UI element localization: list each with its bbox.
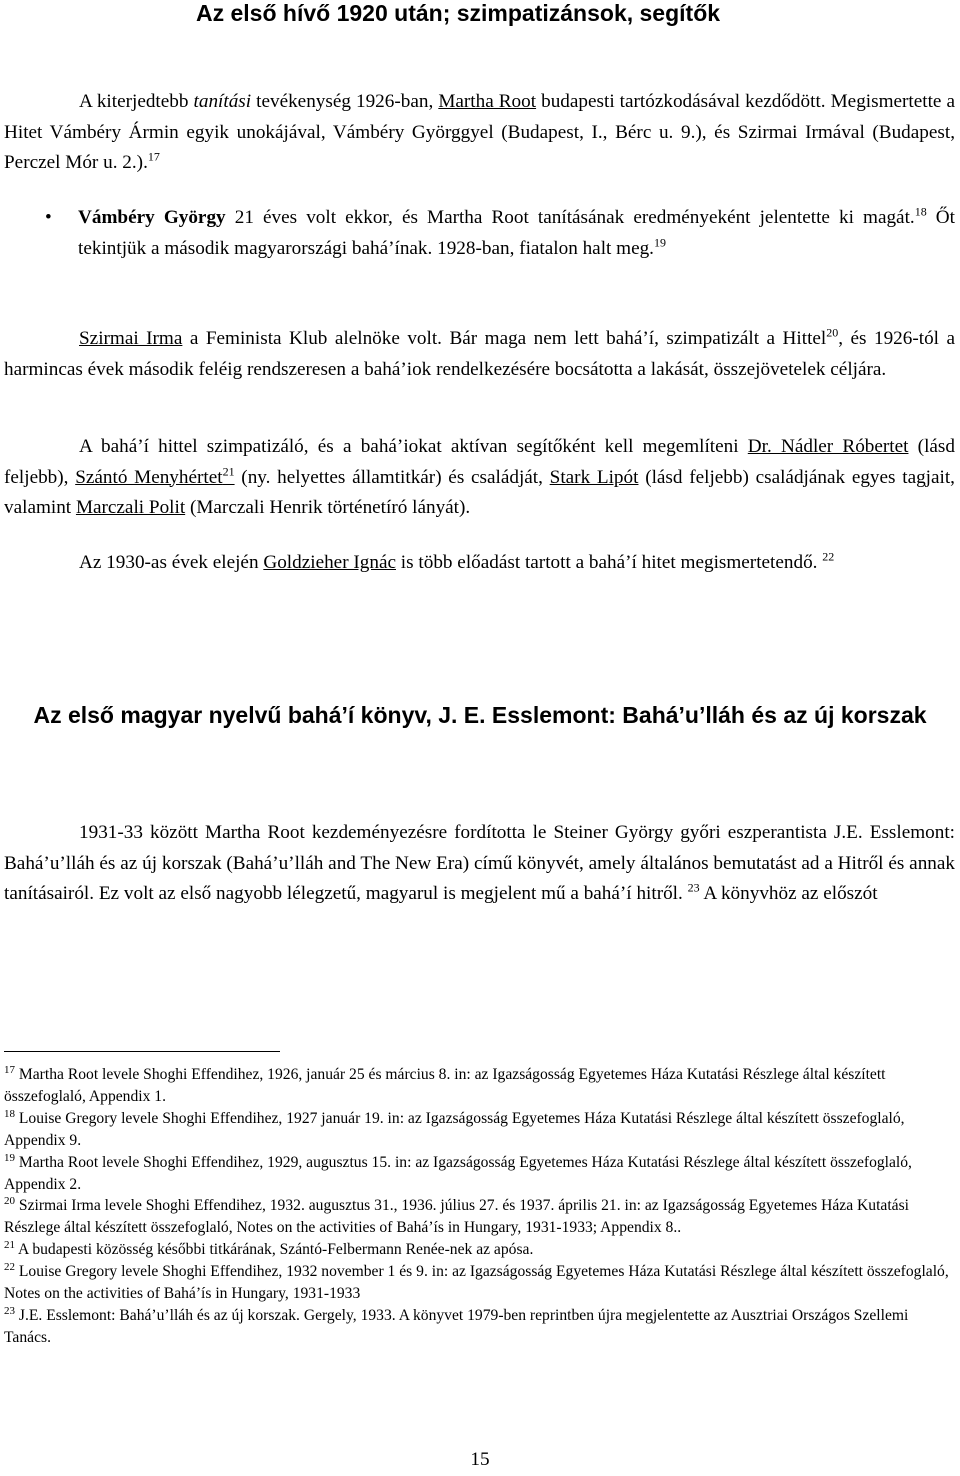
paragraph-goldzieher: Az 1930-as évek elején Goldzieher Ignác is több előadást tartott a bahá’í hitet megismertetendő. $^{22}$ <box>79 549 835 573</box>
page-number: 15 <box>470 1449 490 1470</box>
section-heading-first-book: Az első magyar nyelvű bahá’í könyv, J. E. Esslemont: Bahá’u’lláh és az új korszak <box>33 702 927 728</box>
footnote-separator <box>4 1051 280 1052</box>
footnote-ref-20[interactable]: 20 <box>826 325 839 340</box>
footnote-ref-22[interactable]: 22 <box>822 549 835 564</box>
link-szanto-menyhert[interactable]: Szántó Menyhértet$^{21}$ <box>75 464 235 488</box>
footnote-ref-18[interactable]: 18 <box>914 204 927 219</box>
name-vambery-gyorgy: Vámbéry György <box>78 207 226 228</box>
link-martha-root[interactable]: Martha Root <box>438 91 537 112</box>
paragraph-szirmai-irma: Szirmai Irma a Feminista Klub alelnöke volt. Bár maga nem lett bahá’í, szimpatizált a Hittel$^{20}$, és 1926-tól a harmincas évek második feléig rendszeresen a bahá’iok rendelkezésére bocsátotta a lakását, összejövetelek céljára. <box>4 325 955 380</box>
paragraph-sympathizers: A bahá’í hittel szimpatizáló, és a bahá’iokat aktívan segítőként kell megemlíteni Dr. Nádler Róbertet (lásd feljebb), Szántó Menyhértet$^{21}$ (ny. helyettes államtitkár) és családját, Stark Lipót (lásd feljebb) családjának egyes tagjait, valamint Marczali Polit (Marczali Henrik történetíró lányát). <box>4 436 955 518</box>
link-nadler-robert[interactable]: Dr. Nádler Róbertet <box>747 436 909 457</box>
link-goldzieher-ignac[interactable]: Goldzieher Ignác <box>263 552 396 573</box>
footnote-21: $^{21}$ A budapesti közösség későbbi titkárának, Szántó-Felbermann Renée-nek az apósa. <box>4 1239 534 1259</box>
footnote-ref-19[interactable]: 19 <box>653 235 666 250</box>
emphasis-tanitasi: tanítási <box>193 91 252 112</box>
bullet-item-vambery: Vámbéry György 21 éves volt ekkor, és Martha Root tanításának eredményeként jelentette ki magát.$^{18}$ Őt tekintjük a második magyarországi bahá’ínak. 1928-ban, fiatalon halt meg.$^{19}$ <box>78 204 955 259</box>
footnote-19: $^{19}$ Martha Root levele Shoghi Effendihez, 1929, augusztus 15. in: az Igazságosság Egyetemes Háza Kutatási Részlege által készített összefoglaló, Appendix 2. <box>4 1151 912 1193</box>
footnote-22: $^{22}$ Louise Gregory levele Shoghi Effendihez, 1932 november 1 és 9. in: az Igazságosság Egyetemes Háza Kutatási Részlege által készített összefoglaló, Notes on the activities of Bahá’ís in Hungary, 1931-1933 <box>4 1260 949 1303</box>
footnotes-list <box>4 1064 955 1349</box>
link-stark-lipot[interactable]: Stark Lipót <box>549 466 639 488</box>
bullet-point-icon: • <box>45 207 52 228</box>
footnote-20: $^{20}$ Szirmai Irma levele Shoghi Effendihez, 1932. augusztus 31., 1936. július 27. és 1937. április 21. in: az Igazságosság Egyetemes Háza Kutatási Részlege által készített összefoglaló, Notes on the activities of Bahá’ís in Hungary, 1931-1933; Appendix 8.. <box>4 1195 909 1237</box>
link-szirmai-irma[interactable]: Szirmai Irma <box>79 328 183 349</box>
paragraph-esslemont-book: 1931-33 között Martha Root kezdeményezésre fordította le Steiner György győri eszperantista J.E. Esslemont: Bahá’u’lláh és az új korszak (Bahá’u’lláh and The New Era) című könyvét, amely általános bemutatást ad a Hitről és annak tanításairól. Ez volt az első nagyobb lélegzetű, magyarul is megjelent mű a bahá’í hitről. $^{23}$ A könyvhöz az előszót <box>4 822 955 904</box>
link-marczali-polit[interactable]: Marczali Polit <box>75 497 186 518</box>
footnote-ref-17[interactable]: 17 <box>147 149 160 164</box>
footnote-ref-21[interactable]: 21 <box>222 464 235 479</box>
footnote-23: $^{23}$ J.E. Esslemont: Bahá’u’lláh és az új korszak. Gergely, 1933. A könyvet 1979-ben reprintben újra megjelentette az Ausztriai Országos Szellemi Tanács. <box>4 1304 909 1346</box>
paragraph-teaching-activity: A kiterjedtebb tanítási tevékenység 1926-ban, Martha Root budapesti tartózkodásával kezdődött. Megismertette a Hitet Vámbéry Ármin egyik unokájával, Vámbéry Györggyel (Budapest, I., Bérc u. 9.), és Szirmai Irmával (Budapest, Perczel Mór u. 2.).$^{17}$ <box>4 91 955 173</box>
footnote-ref-23[interactable]: 23 <box>687 880 700 895</box>
footnote-17: $^{17}$ Martha Root levele Shoghi Effendihez, 1926, január 25 és március 8. in: az Igazságosság Egyetemes Háza Kutatási Részlege által készített összefoglaló, Appendix 1. <box>4 1063 886 1105</box>
section-heading-first-believer: Az első hívő 1920 után; szimpatizánsok, segítők <box>196 0 721 26</box>
footnote-18: $^{18}$ Louise Gregory levele Shoghi Effendihez, 1927 január 19. in: az Igazságosság Egyetemes Háza Kutatási Részlege által készített összefoglaló, Appendix 9. <box>4 1107 905 1149</box>
